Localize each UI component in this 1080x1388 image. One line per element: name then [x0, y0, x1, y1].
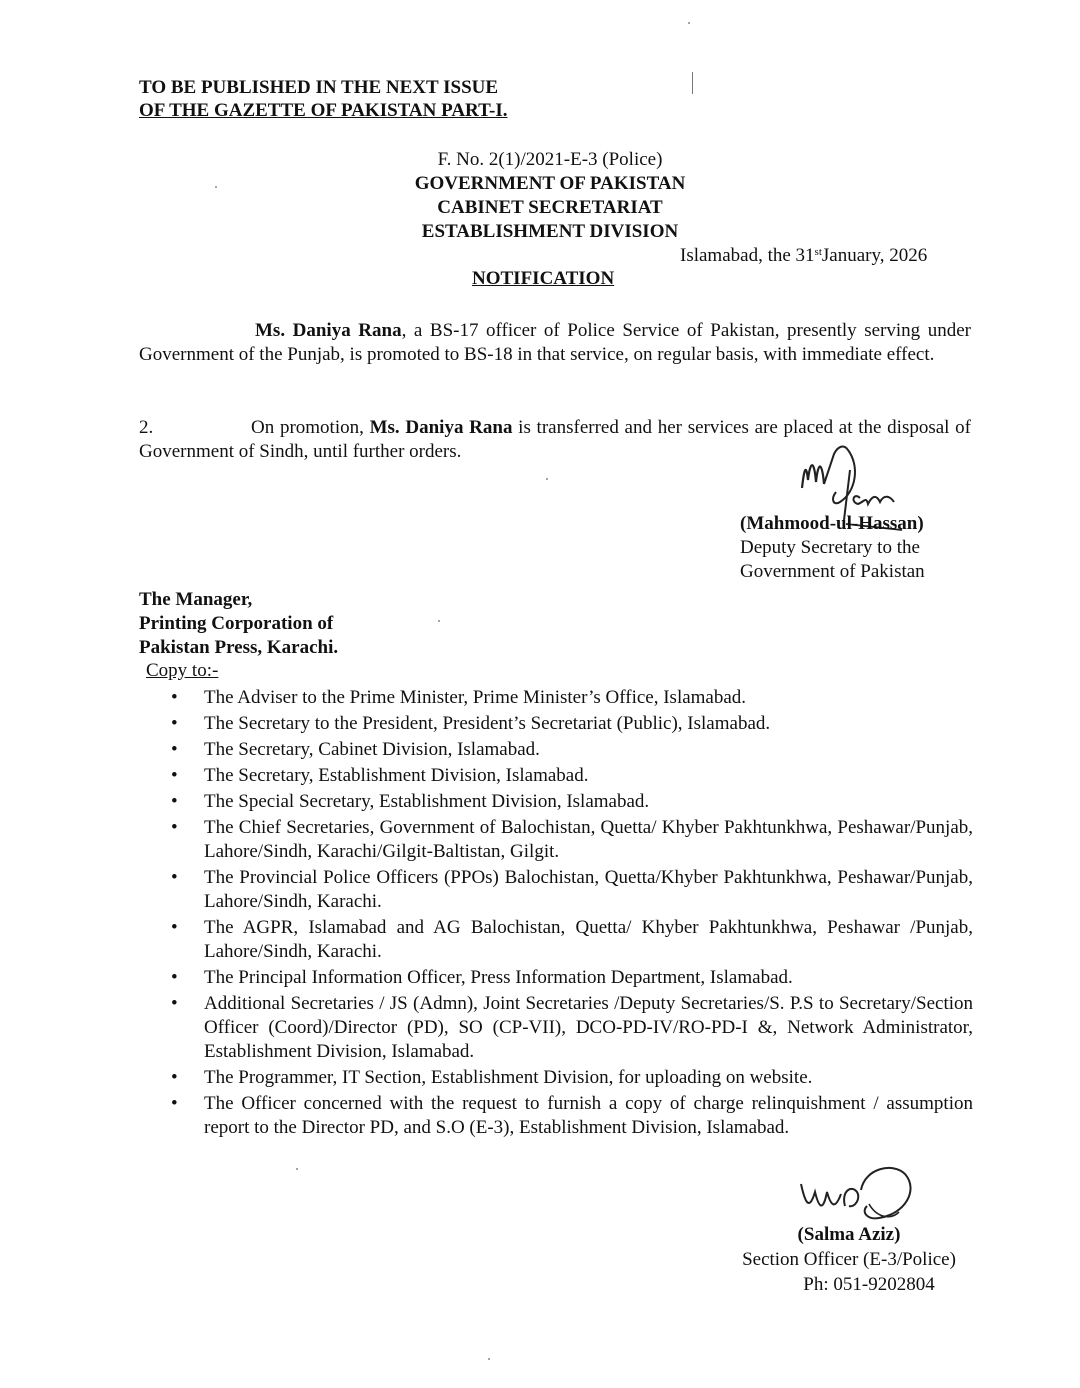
- addressee-block: [139, 588, 338, 660]
- bullet-icon: •: [171, 687, 178, 708]
- copy-to-item: [139, 966, 973, 990]
- issue-date: [680, 245, 927, 267]
- signatory-block-1: [740, 512, 925, 584]
- signatory-2-designation: Section Officer (E-3/Police): [742, 1249, 956, 1270]
- copy-to-item: [139, 1066, 973, 1090]
- copy-to-item-text: The Secretary to the President, President’s Secretariat (Public), Islamabad.: [204, 713, 771, 734]
- copy-to-item: [139, 992, 973, 1064]
- bullet-icon: •: [171, 1093, 178, 1114]
- scan-artifact-line: [692, 72, 693, 94]
- copy-to-item-text: The Provincial Police Officers (PPOs) Balochistan, Quetta/Khyber Pakhtunkhwa, Peshawar/Punjab, Lahore/Sindh, Karachi.: [204, 867, 973, 912]
- government-name: GOVERNMENT OF PAKISTAN: [414, 173, 686, 194]
- division-name: ESTABLISHMENT DIVISION: [421, 221, 679, 242]
- scan-speck: [688, 22, 690, 24]
- notification-title: NOTIFICATION: [472, 268, 615, 289]
- signatory-2-phone: Ph: 051-9202804: [803, 1274, 935, 1295]
- copy-to-item-text: The Secretary, Cabinet Division, Islamabad.: [204, 739, 540, 760]
- bullet-icon: •: [171, 967, 178, 988]
- bullet-icon: •: [171, 739, 178, 760]
- bullet-icon: •: [171, 1067, 178, 1088]
- copy-to-item: [139, 816, 973, 864]
- scan-speck: [488, 1358, 490, 1360]
- copy-to-item: [139, 686, 973, 710]
- secretariat-name: CABINET SECRETARIAT: [437, 197, 663, 218]
- publish-notice-line1: TO BE PUBLISHED IN THE NEXT ISSUE: [139, 77, 499, 98]
- signatory-1-organization: Government of Pakistan: [740, 561, 925, 582]
- copy-to-item-text: The Adviser to the Prime Minister, Prime Minister’s Office, Islamabad.: [204, 687, 747, 708]
- addressee-line1: The Manager,: [139, 589, 253, 610]
- bullet-icon: •: [171, 765, 178, 786]
- bullet-icon: •: [171, 867, 178, 888]
- copy-to-item-text: The Principal Information Officer, Press Information Department, Islamabad.: [204, 967, 793, 988]
- officer-name: Ms. Daniya Rana: [369, 417, 513, 438]
- copy-to-item-text: The Special Secretary, Establishment Division, Islamabad.: [204, 791, 650, 812]
- copy-to-item: [139, 790, 973, 814]
- copy-to-item-text: The Officer concerned with the request to furnish a copy of charge relinquishment / assumption report to the Director PD, and S.O (E-3), Establishment Division, Islamabad.: [204, 1093, 973, 1138]
- copy-to-item: [139, 866, 973, 914]
- addressee-line3: Pakistan Press, Karachi.: [139, 637, 339, 658]
- paragraph-2-pre: On promotion,: [251, 417, 370, 438]
- bullet-icon: •: [171, 993, 178, 1014]
- addressee-line2: Printing Corporation of: [139, 613, 334, 634]
- copy-to-item: [139, 916, 973, 964]
- letterhead: [350, 148, 750, 244]
- scan-speck: [546, 478, 548, 480]
- copy-to-item: [139, 712, 973, 736]
- publish-notice: [139, 76, 508, 122]
- scan-speck: [215, 186, 217, 188]
- signatory-2-name: (Salma Aziz): [797, 1224, 901, 1245]
- copy-to-list: [139, 686, 973, 1142]
- paragraph-2-text: is transferred and her services are placed at the disposal of Government of Sindh, until further orders.: [139, 417, 971, 462]
- copy-to-item: [139, 1092, 973, 1140]
- date-rest: January, 2026: [821, 245, 928, 266]
- paragraph-number: 2.: [139, 417, 154, 438]
- copy-to-item-text: The Chief Secretaries, Government of Balochistan, Quetta/ Khyber Pakhtunkhwa, Peshawar/Punjab, Lahore/Sindh, Karachi/Gilgit-Baltistan, Gilgit.: [204, 817, 973, 862]
- publish-notice-line2: OF THE GAZETTE OF PAKISTAN PART-I.: [139, 100, 508, 121]
- paragraph-1-text: , a BS-17 officer of Police Service of Pakistan, presently serving under Government of the Punjab, is promoted to BS-18 in that service, on regular basis, with immediate effect.: [139, 320, 971, 365]
- signatory-1-name: (Mahmood-ul-Hassan): [740, 513, 924, 534]
- officer-name: Ms. Daniya Rana: [255, 320, 402, 341]
- copy-to-item-text: The AGPR, Islamabad and AG Balochistan, Quetta/ Khyber Pakhtunkhwa, Peshawar /Punjab, Lahore/Sindh, Karachi.: [204, 917, 973, 962]
- copy-to-label: Copy to:-: [146, 660, 219, 681]
- scan-speck: [296, 1168, 298, 1170]
- copy-to-item-text: Additional Secretaries / JS (Admn), Joint Secretaries /Deputy Secretaries/S. P.S to Secretary/Section Officer (Coord)/Director (PD), SO (CP-VII), DCO-PD-IV/RO-PD-I &, Network Administrator, Establishment Division, Islamabad.: [204, 993, 973, 1062]
- copy-to-item: [139, 764, 973, 788]
- scan-speck: [438, 620, 440, 622]
- signatory-1-designation: Deputy Secretary to the: [740, 537, 920, 558]
- bullet-icon: •: [171, 917, 178, 938]
- date-prefix: Islamabad, the 31: [680, 245, 815, 266]
- signatory-block-2: [728, 1222, 970, 1297]
- bullet-icon: •: [171, 817, 178, 838]
- copy-to-item: [139, 738, 973, 762]
- paragraph-1: [139, 319, 971, 367]
- copy-to-item-text: The Programmer, IT Section, Establishment Division, for uploading on website.: [204, 1067, 813, 1088]
- file-number: F. No. 2(1)/2021-E-3 (Police): [437, 149, 663, 170]
- date-ordinal: st: [814, 246, 822, 258]
- bullet-icon: •: [171, 791, 178, 812]
- bullet-icon: •: [171, 713, 178, 734]
- copy-to-item-text: The Secretary, Establishment Division, Islamabad.: [204, 765, 589, 786]
